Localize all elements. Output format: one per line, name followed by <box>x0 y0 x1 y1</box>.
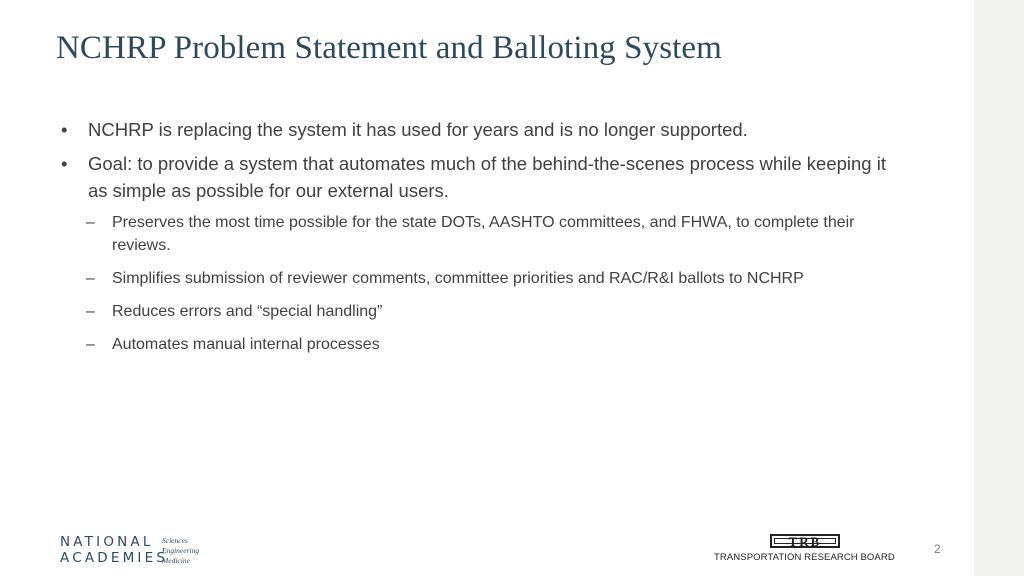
sub-bullet-list <box>58 211 888 356</box>
national-academies-logo <box>60 534 200 566</box>
bullet-text: Goal: to provide a system that automates much of the behind-the-scenes process while keeping it as simple as possible for our external users. <box>88 153 886 201</box>
na-logo-line2: ACADEMIES <box>60 550 169 566</box>
sub-bullet-marker: – <box>86 270 95 287</box>
sub-bullet-marker: – <box>86 214 95 231</box>
sub-bullet-item <box>58 267 888 290</box>
slide-title: NCHRP Problem Statement and Balloting System <box>56 30 722 66</box>
na-logo-subtitle <box>162 536 199 566</box>
bullet-item <box>58 116 888 143</box>
page-number: 2 <box>934 542 941 556</box>
trb-mark-icon <box>770 534 840 548</box>
na-logo-line1: NATIONAL <box>60 534 154 550</box>
na-logo-engineering: Engineering <box>162 546 200 555</box>
bullet-marker: • <box>61 153 68 174</box>
sub-bullet-item <box>58 300 888 323</box>
sub-bullet-marker: – <box>86 336 95 353</box>
sub-bullet-text: Simplifies submission of reviewer comments, committee priorities and RAC/R&I ballots to NCHRP <box>112 270 804 287</box>
sub-bullet-text: Automates manual internal processes <box>112 336 380 353</box>
sub-bullet-item <box>58 211 888 257</box>
side-band <box>974 0 1024 576</box>
na-logo-medicine: Medicine <box>162 556 190 565</box>
sub-bullet-text: Preserves the most time possible for the state DOTs, AASHTO committees, and FHWA, to complete their reviews. <box>112 214 855 254</box>
sub-bullet-item <box>58 333 888 356</box>
sub-bullet-text: Reduces errors and “special handling” <box>112 303 383 320</box>
bullet-item <box>58 150 888 204</box>
trb-mark-letters: TRB <box>788 534 822 549</box>
bullet-list <box>58 116 888 366</box>
bullet-text: NCHRP is replacing the system it has used for years and is no longer supported. <box>88 119 748 140</box>
bullet-marker: • <box>61 119 68 140</box>
na-logo-sciences: Sciences <box>162 536 188 545</box>
trb-name: TRANSPORTATION RESEARCH BOARD <box>714 552 895 563</box>
sub-bullet-marker: – <box>86 303 95 320</box>
